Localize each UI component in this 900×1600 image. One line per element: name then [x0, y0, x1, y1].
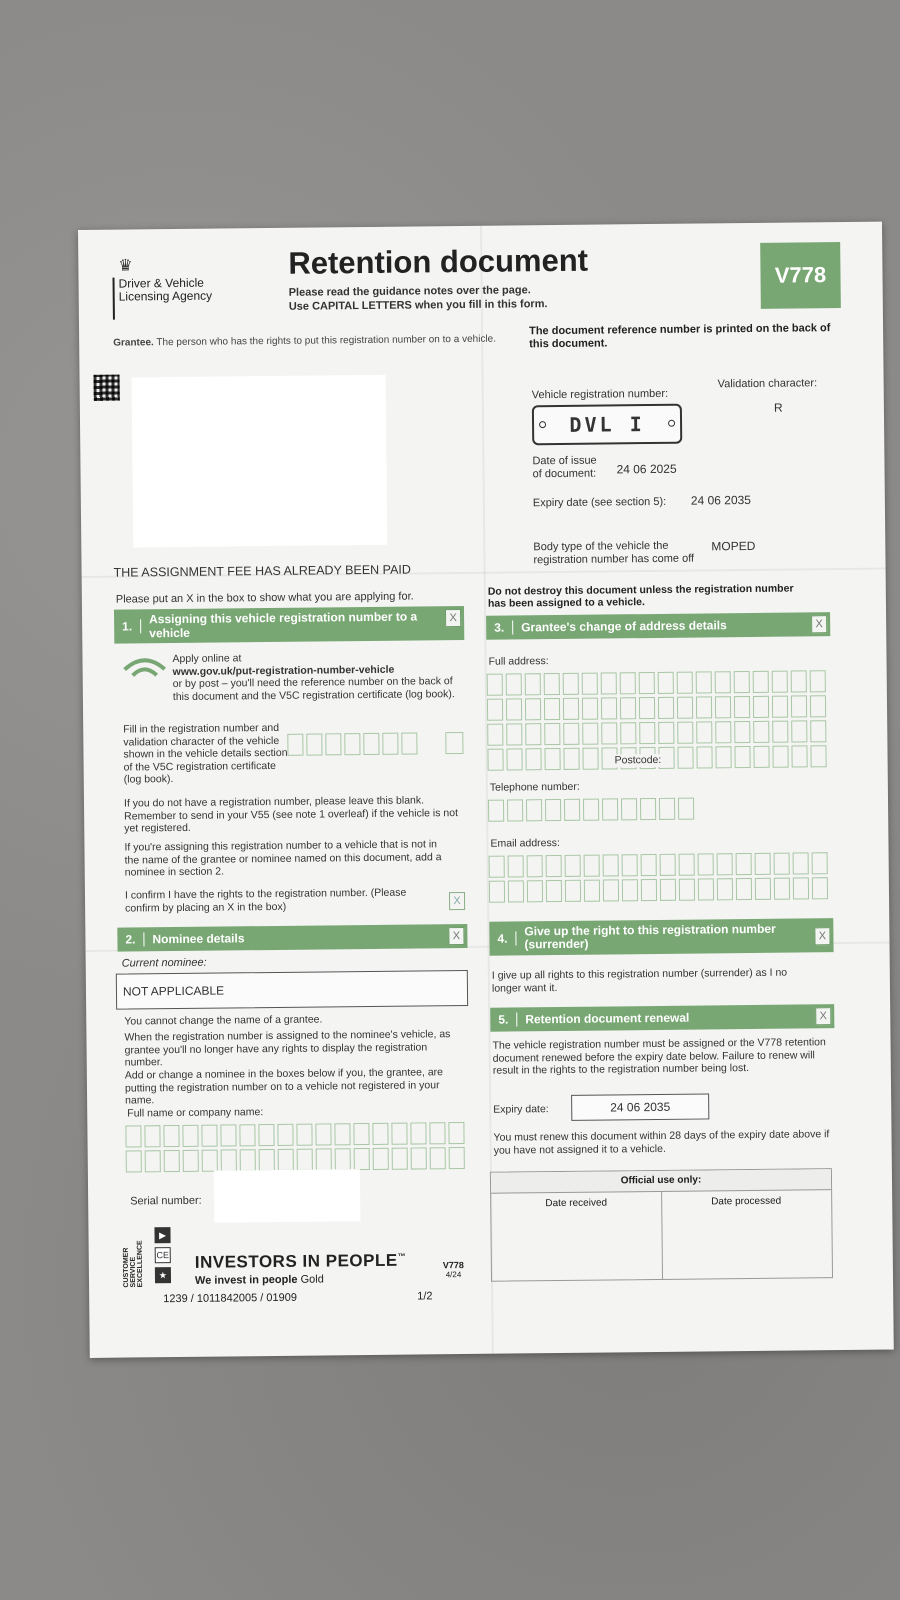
char-box[interactable] [696, 696, 712, 718]
registration-number-boxes[interactable] [287, 732, 417, 755]
char-box[interactable] [507, 799, 523, 821]
section-number: 2. [117, 932, 144, 946]
full-address-label: Full address: [488, 655, 549, 668]
page-number: 1/2 [417, 1290, 433, 1303]
char-box[interactable] [603, 854, 619, 876]
no-registration-note: If you do not have a registration number, please leave this blank. Remember to send in your V55 (see note 1 overleaf) if the vehicle is not yet registered. [123, 794, 459, 835]
char-box[interactable] [772, 721, 788, 743]
star-icon: ★ [155, 1267, 171, 1283]
current-nominee-field: NOT APPLICABLE [116, 970, 468, 1010]
renewal-note: You must renew this document within 28 days of the expiry date above if you have not assigned it to a vehicle. [493, 1128, 830, 1157]
char-box[interactable] [565, 855, 581, 877]
char-box[interactable] [812, 877, 828, 899]
char-box[interactable] [296, 1124, 312, 1146]
char-box[interactable] [259, 1149, 275, 1171]
validation-value: R [773, 400, 783, 415]
char-box[interactable] [239, 1124, 255, 1146]
char-box[interactable] [622, 854, 638, 876]
char-box[interactable] [372, 1123, 388, 1145]
section-title: Give up the right to this registration number (surrender) [524, 921, 776, 952]
redacted-serial-number [214, 1169, 361, 1223]
char-box[interactable] [734, 746, 750, 768]
char-box[interactable] [487, 724, 503, 746]
char-box[interactable] [544, 748, 560, 770]
char-box[interactable] [812, 852, 828, 874]
grantee-note-bold: Grantee. [113, 337, 154, 349]
add-nominee-note: Add or change a nominee in the boxes below if you, the grantee, are putting the registration number on to a vehicle not registered in your name. [124, 1066, 444, 1107]
char-box[interactable] [382, 733, 398, 755]
char-box[interactable] [240, 1149, 256, 1171]
char-box[interactable] [363, 733, 379, 755]
char-box[interactable] [582, 748, 598, 770]
char-box[interactable] [411, 1147, 427, 1169]
char-box[interactable] [717, 878, 733, 900]
char-box[interactable] [639, 672, 655, 694]
char-box[interactable] [526, 799, 542, 821]
char-box[interactable] [506, 673, 522, 695]
char-box[interactable] [696, 671, 712, 693]
char-box[interactable] [564, 799, 580, 821]
char-box[interactable] [183, 1150, 199, 1172]
char-box[interactable] [755, 878, 771, 900]
char-box[interactable] [810, 670, 826, 692]
date-received-label: Date received [491, 1191, 663, 1281]
char-box[interactable] [583, 799, 599, 821]
char-box[interactable] [793, 877, 809, 899]
grantee-note [113, 333, 513, 348]
char-box[interactable] [277, 1124, 293, 1146]
char-box[interactable] [677, 697, 693, 719]
current-nominee-label: Current nominee: [121, 956, 207, 970]
char-box[interactable] [545, 799, 561, 821]
retention-document-paper [78, 222, 894, 1358]
char-box[interactable] [677, 747, 693, 769]
char-box[interactable] [601, 672, 617, 694]
char-box[interactable] [316, 1148, 332, 1170]
char-box[interactable] [487, 749, 503, 771]
char-box[interactable] [717, 853, 733, 875]
char-box[interactable] [202, 1150, 218, 1172]
footer-form-date: 4/24 [445, 1270, 462, 1280]
char-box[interactable] [772, 671, 788, 693]
char-box[interactable] [715, 696, 731, 718]
char-box[interactable] [527, 855, 543, 877]
reference-numbers: 1239 / 1011842005 / 01909 [163, 1291, 298, 1306]
full-name-label: Full name or company name: [127, 1106, 264, 1120]
char-box[interactable] [791, 670, 807, 692]
confirm-rights-text: I confirm I have the rights to the registration number. (Please confirm by placing an X in the box) [124, 886, 407, 915]
char-box[interactable] [315, 1123, 331, 1145]
iip-tagline-bold: We invest in people [194, 1273, 298, 1287]
char-box[interactable] [335, 1148, 351, 1170]
char-box[interactable] [660, 879, 676, 901]
char-box[interactable] [603, 879, 619, 901]
char-box[interactable] [601, 697, 617, 719]
char-box[interactable] [126, 1150, 142, 1172]
cannot-change-note: You cannot change the name of a grantee. [124, 1013, 323, 1028]
footer-form-code [443, 1260, 464, 1279]
issue-date-value: 24 06 2025 [616, 461, 677, 477]
char-box[interactable] [546, 880, 562, 902]
char-box[interactable] [325, 733, 341, 755]
char-box[interactable] [620, 722, 636, 744]
email-boxes[interactable] [489, 852, 828, 903]
char-box[interactable] [584, 855, 600, 877]
char-box[interactable] [353, 1123, 369, 1145]
apply-online-block [172, 650, 463, 703]
body-type-label: Body type of the vehicle the registration number has come off [533, 539, 695, 567]
fill-in-instructions: Fill in the registration number and validation character of the vehicle shown in the vehicle details section of the V5C registration certificate (log book). [123, 721, 288, 786]
char-box[interactable] [678, 798, 694, 820]
char-box[interactable] [774, 878, 790, 900]
logo-divider [113, 278, 115, 320]
fee-notice: THE ASSIGNMENT FEE HAS ALREADY BEEN PAID [113, 562, 411, 580]
char-box[interactable] [658, 697, 674, 719]
char-box[interactable] [506, 748, 522, 770]
char-box[interactable] [344, 733, 360, 755]
subtitle [289, 282, 609, 313]
char-box[interactable] [182, 1125, 198, 1147]
iip-tagline [195, 1273, 324, 1286]
char-box[interactable] [410, 1122, 426, 1144]
char-box[interactable] [640, 798, 656, 820]
char-box[interactable] [145, 1150, 161, 1172]
reg-number-label: Vehicle registration number: [531, 387, 669, 402]
char-box[interactable] [489, 856, 505, 878]
char-box[interactable] [774, 853, 790, 875]
royal-crest-icon: ♛ [118, 257, 133, 275]
char-box[interactable] [392, 1148, 408, 1170]
do-not-destroy-note: Do not destroy this document unless the registration number has been assigned to a vehicle. [487, 582, 794, 610]
confirm-rights-checkbox[interactable]: X [449, 892, 465, 910]
char-box[interactable] [791, 695, 807, 717]
char-box[interactable] [753, 671, 769, 693]
page-title: Retention document [288, 242, 589, 281]
char-box[interactable] [679, 854, 695, 876]
char-box[interactable] [544, 723, 560, 745]
redacted-address [132, 375, 388, 548]
subtitle-line: Please read the guidance notes over the page. [288, 284, 531, 299]
apply-online-label: Apply online at [172, 652, 242, 666]
char-box[interactable] [563, 748, 579, 770]
char-box[interactable] [679, 879, 695, 901]
section-5-checkbox[interactable]: X [815, 1007, 831, 1025]
char-box[interactable] [546, 855, 562, 877]
char-box[interactable] [734, 671, 750, 693]
renewal-text: The vehicle registration number must be assigned or the V778 retention document renewed before the expiry date below. Failure to renew will result in the rights to the registration number being lost. [492, 1036, 826, 1077]
section-title: Nominee details [152, 931, 245, 947]
char-box[interactable] [736, 878, 752, 900]
char-box[interactable] [772, 696, 788, 718]
char-box[interactable] [582, 673, 598, 695]
expiry-date-label: Expiry date (see section 5): [532, 495, 667, 510]
investors-in-people-logo [195, 1251, 407, 1273]
section-4-checkbox[interactable]: X [814, 927, 830, 945]
char-box[interactable] [582, 723, 598, 745]
char-box[interactable] [144, 1125, 160, 1147]
char-box[interactable] [448, 1122, 464, 1144]
char-box[interactable] [677, 722, 693, 744]
body-type-value: MOPED [711, 538, 756, 554]
section-2-header [117, 924, 467, 952]
char-box[interactable] [401, 732, 417, 754]
char-box[interactable] [221, 1149, 237, 1171]
char-box[interactable] [334, 1123, 350, 1145]
telephone-boxes[interactable] [488, 798, 694, 822]
char-box[interactable] [658, 672, 674, 694]
char-box[interactable] [391, 1123, 407, 1145]
char-box[interactable] [793, 852, 809, 874]
char-box[interactable] [791, 720, 807, 742]
char-box[interactable] [163, 1125, 179, 1147]
char-box[interactable] [201, 1125, 217, 1147]
char-box[interactable] [810, 720, 826, 742]
char-box[interactable] [527, 880, 543, 902]
telephone-label: Telephone number: [489, 780, 580, 794]
section-number: 3. [486, 620, 513, 634]
email-label: Email address: [490, 836, 560, 850]
char-box[interactable] [487, 674, 503, 696]
char-box[interactable] [658, 722, 674, 744]
section-1-header [114, 606, 464, 644]
apply-online-link[interactable]: www.gov.uk/put-registration-number-vehicle [172, 663, 395, 678]
char-box[interactable] [715, 746, 731, 768]
registration-plate-text: DVL I [569, 412, 645, 437]
ce-mark-icon: CE [155, 1247, 171, 1263]
char-box[interactable] [430, 1147, 446, 1169]
qr-code-icon [94, 375, 120, 401]
char-box[interactable] [125, 1125, 141, 1147]
char-box[interactable] [810, 695, 826, 717]
trademark-mark: ™ [397, 1251, 407, 1262]
reference-note: The document reference number is printed on the back of this document. [529, 322, 831, 351]
char-box[interactable] [525, 698, 541, 720]
section-5-header [490, 1004, 834, 1032]
validation-label: Validation character: [717, 377, 818, 391]
char-box[interactable] [734, 696, 750, 718]
official-use-box [490, 1168, 833, 1282]
char-box[interactable] [715, 671, 731, 693]
date-processed-label: Date processed [711, 1195, 782, 1208]
char-box[interactable] [488, 800, 504, 822]
char-box[interactable] [620, 697, 636, 719]
renewal-expiry-field: 24 06 2035 [571, 1093, 709, 1120]
iip-title: INVESTORS IN PEOPLE [194, 1250, 398, 1272]
char-box[interactable] [354, 1148, 370, 1170]
char-box[interactable] [621, 798, 637, 820]
char-box[interactable] [297, 1149, 313, 1171]
char-box[interactable] [736, 853, 752, 875]
char-box[interactable] [278, 1149, 294, 1171]
section-number: 4. [489, 931, 516, 945]
char-box[interactable] [810, 745, 826, 767]
char-box[interactable] [525, 673, 541, 695]
section-3-header [486, 612, 830, 640]
char-box[interactable] [525, 723, 541, 745]
char-box[interactable] [620, 672, 636, 694]
char-box[interactable] [696, 721, 712, 743]
char-box[interactable] [563, 723, 579, 745]
char-box[interactable] [602, 798, 618, 820]
form-code-badge: V778 [760, 242, 841, 309]
assigning-note: If you're assigning this registration number to a vehicle that is not in the name of the grantee or nominee named on this document, add a nominee in section 2. [124, 838, 442, 879]
issue-date-label: Date of issue of document: [532, 454, 597, 481]
char-box[interactable] [753, 746, 769, 768]
section-number: 5. [490, 1012, 517, 1026]
apply-post-text: or by post – you'll need the reference number on the back of this document and the V5C registration certificate (log book). [172, 675, 455, 703]
section-title: Grantee's change of address details [521, 618, 727, 635]
char-box[interactable] [449, 1147, 465, 1169]
full-name-boxes[interactable] [125, 1122, 464, 1173]
char-box[interactable] [582, 698, 598, 720]
char-box[interactable] [489, 881, 505, 903]
char-box[interactable] [641, 854, 657, 876]
char-box[interactable] [677, 672, 693, 694]
char-box[interactable] [258, 1124, 274, 1146]
char-box[interactable] [487, 699, 503, 721]
char-box[interactable] [584, 880, 600, 902]
surrender-text: I give up all rights to this registration number (surrender) as I no longer want it. [491, 966, 788, 995]
postcode-label: Postcode: [612, 754, 665, 767]
char-box[interactable] [696, 746, 712, 768]
char-box[interactable] [753, 721, 769, 743]
section-4-header [489, 918, 833, 956]
section-2-checkbox[interactable]: X [448, 927, 464, 945]
section-title: Assigning this vehicle registration number to a vehicle [149, 609, 418, 641]
char-box[interactable] [772, 746, 788, 768]
validation-character-box[interactable] [445, 732, 463, 754]
char-box[interactable] [639, 697, 655, 719]
instruction: Please put an X in the box to show what you are applying for. [115, 590, 414, 606]
section-1-checkbox[interactable]: X [445, 609, 461, 627]
section-3-checkbox[interactable]: X [811, 615, 827, 633]
char-box[interactable] [373, 1148, 389, 1170]
char-box[interactable] [641, 879, 657, 901]
char-box[interactable] [429, 1122, 445, 1144]
grantee-note-text: The person who has the rights to put this registration number on to a vehicle. [156, 333, 497, 349]
char-box[interactable] [791, 745, 807, 767]
char-box[interactable] [601, 722, 617, 744]
subtitle-line: Use CAPITAL LETTERS when you fill in this form. [288, 298, 548, 313]
char-box[interactable] [508, 880, 524, 902]
char-box[interactable] [508, 855, 524, 877]
online-wifi-icon [122, 655, 166, 681]
char-box[interactable] [753, 696, 769, 718]
char-box[interactable] [698, 878, 714, 900]
section-number: 1. [114, 619, 141, 633]
char-box[interactable] [698, 853, 714, 875]
char-box[interactable] [544, 673, 560, 695]
char-box[interactable] [755, 853, 771, 875]
official-use-title: Official use only: [491, 1169, 831, 1194]
plate-screw-icon [539, 421, 546, 428]
char-box[interactable] [734, 721, 750, 743]
char-box[interactable] [164, 1150, 180, 1172]
registration-plate [532, 404, 682, 446]
expiry-date-value: 24 06 2035 [690, 492, 751, 508]
char-box[interactable] [287, 734, 303, 756]
cse-label: CUSTOMER SERVICE EXCELLENCE [122, 1240, 145, 1288]
char-box[interactable] [565, 880, 581, 902]
char-box[interactable] [506, 723, 522, 745]
char-box[interactable] [220, 1124, 236, 1146]
char-box[interactable] [306, 733, 322, 755]
char-box[interactable] [544, 698, 560, 720]
char-box[interactable] [506, 698, 522, 720]
char-box[interactable] [563, 673, 579, 695]
nominee-rights-note: When the registration number is assigned to the nominee's vehicle, as grantee you'll no longer have any rights to display the registration number. [124, 1028, 451, 1069]
footer-form-code-text: V778 [442, 1260, 464, 1271]
serial-number-label: Serial number: [130, 1194, 202, 1208]
renewal-expiry-label: Expiry date: [493, 1103, 549, 1116]
char-box[interactable] [715, 721, 731, 743]
char-box[interactable] [659, 798, 675, 820]
plate-screw-icon [668, 420, 675, 427]
char-box[interactable] [622, 879, 638, 901]
char-box[interactable] [639, 722, 655, 744]
section-title: Retention document renewal [525, 1010, 690, 1027]
char-box[interactable] [525, 748, 541, 770]
agency-name: Driver & Vehicle Licensing Agency [118, 275, 213, 304]
char-box[interactable] [660, 854, 676, 876]
iip-level: Gold [300, 1273, 324, 1286]
play-icon: ▶ [154, 1227, 170, 1243]
char-box[interactable] [563, 698, 579, 720]
